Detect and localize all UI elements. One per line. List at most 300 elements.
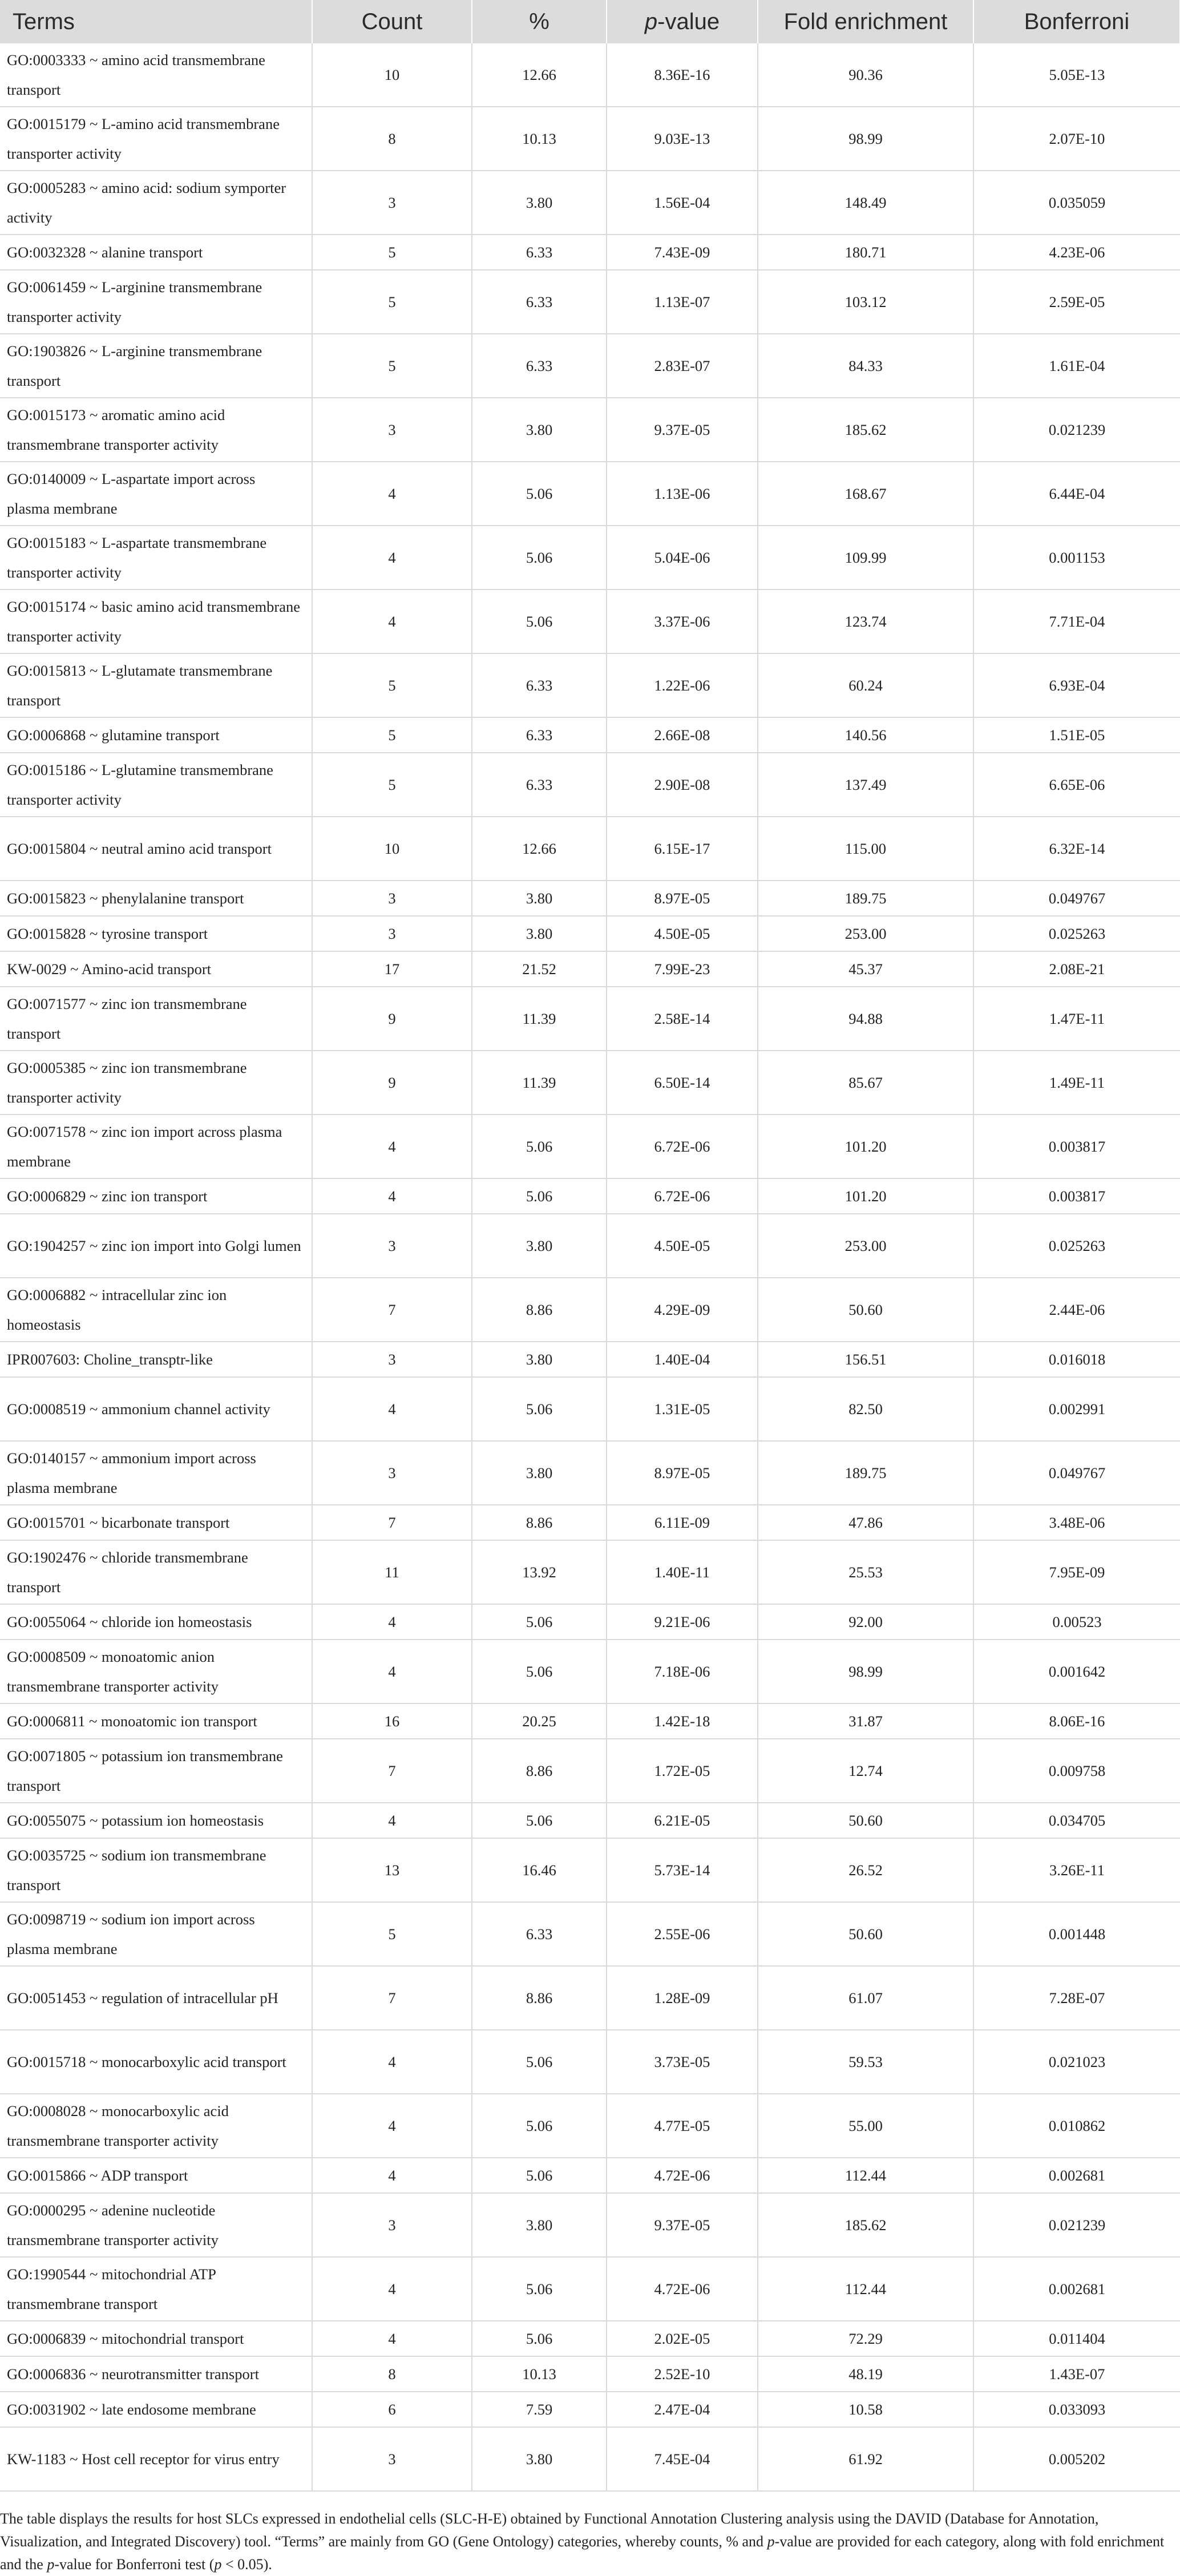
cell-bonferroni: 0.001153 xyxy=(973,526,1180,590)
cell-percent: 10.13 xyxy=(472,2356,607,2392)
cell-fold-enrichment: 180.71 xyxy=(758,235,973,270)
cell-bonferroni: 8.06E-16 xyxy=(973,1703,1180,1739)
cell-count: 3 xyxy=(312,1214,472,1278)
cell-fold-enrichment: 103.12 xyxy=(758,270,973,334)
table-row xyxy=(0,817,1180,881)
cell-percent: 5.06 xyxy=(472,2030,607,2094)
header-count: Count xyxy=(312,0,472,43)
cell-term: GO:0055064 ~ chloride ion homeostasis xyxy=(0,1604,312,1640)
cell-fold-enrichment: 189.75 xyxy=(758,881,973,916)
cell-percent: 3.80 xyxy=(472,1342,607,1377)
cell-percent: 5.06 xyxy=(472,462,607,526)
cell-count: 3 xyxy=(312,2193,472,2257)
cell-pvalue: 2.83E-07 xyxy=(607,334,758,398)
cell-count: 4 xyxy=(312,2257,472,2321)
table-row xyxy=(0,1838,1180,1902)
cell-pvalue: 1.56E-04 xyxy=(607,171,758,235)
table-row xyxy=(0,1803,1180,1838)
table-row xyxy=(0,1739,1180,1803)
cell-count: 4 xyxy=(312,2094,472,2158)
cell-term: GO:0071805 ~ potassium ion transmembrane transport xyxy=(0,1739,312,1803)
cell-term: GO:0035725 ~ sodium ion transmembrane transport xyxy=(0,1838,312,1902)
cell-percent: 5.06 xyxy=(472,1178,607,1214)
cell-fold-enrichment: 48.19 xyxy=(758,2356,973,2392)
cell-count: 10 xyxy=(312,817,472,881)
cell-pvalue: 1.31E-05 xyxy=(607,1377,758,1441)
cell-bonferroni: 2.08E-21 xyxy=(973,951,1180,987)
cell-bonferroni: 0.025263 xyxy=(973,1214,1180,1278)
cell-pvalue: 1.40E-11 xyxy=(607,1540,758,1604)
table-row xyxy=(0,235,1180,270)
cell-percent: 8.86 xyxy=(472,1966,607,2030)
cell-fold-enrichment: 84.33 xyxy=(758,334,973,398)
footnote-p-1: p xyxy=(767,2533,775,2550)
cell-term: GO:0006882 ~ intracellular zinc ion homeostasis xyxy=(0,1278,312,1342)
cell-term: GO:0015828 ~ tyrosine transport xyxy=(0,916,312,951)
cell-fold-enrichment: 25.53 xyxy=(758,1540,973,1604)
cell-bonferroni: 0.021023 xyxy=(973,2030,1180,2094)
cell-pvalue: 6.72E-06 xyxy=(607,1115,758,1178)
cell-fold-enrichment: 148.49 xyxy=(758,171,973,235)
cell-pvalue: 2.47E-04 xyxy=(607,2392,758,2427)
cell-fold-enrichment: 109.99 xyxy=(758,526,973,590)
table-row xyxy=(0,951,1180,987)
cell-percent: 5.06 xyxy=(472,1803,607,1838)
cell-count: 4 xyxy=(312,526,472,590)
cell-pvalue: 2.55E-06 xyxy=(607,1902,758,1966)
cell-count: 4 xyxy=(312,1178,472,1214)
cell-percent: 8.86 xyxy=(472,1739,607,1803)
cell-count: 7 xyxy=(312,1505,472,1540)
cell-bonferroni: 0.009758 xyxy=(973,1739,1180,1803)
cell-bonferroni: 0.001448 xyxy=(973,1902,1180,1966)
cell-percent: 5.06 xyxy=(472,2158,607,2193)
table-row xyxy=(0,916,1180,951)
cell-count: 4 xyxy=(312,462,472,526)
table-row xyxy=(0,2193,1180,2257)
cell-bonferroni: 0.002681 xyxy=(973,2257,1180,2321)
cell-count: 4 xyxy=(312,1115,472,1178)
cell-fold-enrichment: 90.36 xyxy=(758,43,973,107)
cell-percent: 16.46 xyxy=(472,1838,607,1902)
cell-bonferroni: 6.44E-04 xyxy=(973,462,1180,526)
table-row xyxy=(0,1966,1180,2030)
cell-fold-enrichment: 61.07 xyxy=(758,1966,973,2030)
cell-count: 5 xyxy=(312,1902,472,1966)
table-row xyxy=(0,2392,1180,2427)
table-row xyxy=(0,1051,1180,1115)
header-pvalue xyxy=(607,0,758,43)
cell-bonferroni: 0.033093 xyxy=(973,2392,1180,2427)
cell-count: 3 xyxy=(312,398,472,462)
cell-percent: 3.80 xyxy=(472,1441,607,1505)
cell-pvalue: 7.99E-23 xyxy=(607,951,758,987)
cell-fold-enrichment: 253.00 xyxy=(758,916,973,951)
cell-pvalue: 3.73E-05 xyxy=(607,2030,758,2094)
table-row xyxy=(0,334,1180,398)
cell-bonferroni: 0.025263 xyxy=(973,916,1180,951)
cell-bonferroni: 7.95E-09 xyxy=(973,1540,1180,1604)
cell-fold-enrichment: 31.87 xyxy=(758,1703,973,1739)
cell-count: 7 xyxy=(312,1966,472,2030)
cell-count: 9 xyxy=(312,1051,472,1115)
cell-fold-enrichment: 112.44 xyxy=(758,2257,973,2321)
cell-count: 10 xyxy=(312,43,472,107)
cell-fold-enrichment: 168.67 xyxy=(758,462,973,526)
cell-term: GO:0008028 ~ monocarboxylic acid transmembrane transporter activity xyxy=(0,2094,312,2158)
cell-pvalue: 2.90E-08 xyxy=(607,753,758,817)
cell-bonferroni: 3.48E-06 xyxy=(973,1505,1180,1540)
cell-count: 4 xyxy=(312,1640,472,1703)
cell-bonferroni: 0.010862 xyxy=(973,2094,1180,2158)
cell-bonferroni: 0.001642 xyxy=(973,1640,1180,1703)
cell-percent: 6.33 xyxy=(472,270,607,334)
cell-bonferroni: 4.23E-06 xyxy=(973,235,1180,270)
cell-percent: 12.66 xyxy=(472,43,607,107)
cell-term: GO:0008519 ~ ammonium channel activity xyxy=(0,1377,312,1441)
cell-term: GO:0071577 ~ zinc ion transmembrane transport xyxy=(0,987,312,1051)
cell-term: GO:0005385 ~ zinc ion transmembrane transporter activity xyxy=(0,1051,312,1115)
cell-count: 4 xyxy=(312,2321,472,2356)
cell-count: 4 xyxy=(312,2030,472,2094)
footnote-text-2: -value are provided for each category, along with fold enrichment and the xyxy=(0,2533,1165,2573)
cell-bonferroni: 0.00523 xyxy=(973,1604,1180,1640)
cell-term: GO:0015804 ~ neutral amino acid transport xyxy=(0,817,312,881)
cell-percent: 5.06 xyxy=(472,1377,607,1441)
cell-pvalue: 1.42E-18 xyxy=(607,1703,758,1739)
cell-count: 3 xyxy=(312,1342,472,1377)
cell-count: 11 xyxy=(312,1540,472,1604)
cell-percent: 3.80 xyxy=(472,1214,607,1278)
cell-percent: 11.39 xyxy=(472,1051,607,1115)
cell-pvalue: 1.13E-07 xyxy=(607,270,758,334)
table-row xyxy=(0,753,1180,817)
cell-count: 5 xyxy=(312,334,472,398)
cell-fold-enrichment: 115.00 xyxy=(758,817,973,881)
header-pvalue-rest: -value xyxy=(657,9,720,34)
cell-pvalue: 1.13E-06 xyxy=(607,462,758,526)
cell-term: GO:0006839 ~ mitochondrial transport xyxy=(0,2321,312,2356)
cell-fold-enrichment: 82.50 xyxy=(758,1377,973,1441)
cell-fold-enrichment: 185.62 xyxy=(758,398,973,462)
cell-count: 6 xyxy=(312,2392,472,2427)
cell-percent: 6.33 xyxy=(472,717,607,753)
table-row xyxy=(0,462,1180,526)
footnote-text-1: The table displays the results for host SLCs expressed in endothelial cells (SLC-H-E) obtained by Functional Annotation Clustering analysis using the DAVID (Database for Annotation, Visualization, and Integrated Discovery) tool. “Terms” are mainly from GO (Gene Ontology) categories, whereby counts, % and xyxy=(0,2510,1099,2550)
table-row xyxy=(0,1604,1180,1640)
cell-fold-enrichment: 12.74 xyxy=(758,1739,973,1803)
cell-percent: 6.33 xyxy=(472,1902,607,1966)
cell-term: GO:0071578 ~ zinc ion import across plasma membrane xyxy=(0,1115,312,1178)
cell-count: 4 xyxy=(312,2158,472,2193)
cell-percent: 13.92 xyxy=(472,1540,607,1604)
table-row xyxy=(0,987,1180,1051)
table-row xyxy=(0,398,1180,462)
cell-fold-enrichment: 98.99 xyxy=(758,1640,973,1703)
table-row xyxy=(0,2257,1180,2321)
cell-pvalue: 6.50E-14 xyxy=(607,1051,758,1115)
cell-percent: 6.33 xyxy=(472,653,607,717)
cell-term: GO:1903826 ~ L-arginine transmembrane transport xyxy=(0,334,312,398)
cell-bonferroni: 2.44E-06 xyxy=(973,1278,1180,1342)
cell-count: 3 xyxy=(312,171,472,235)
cell-count: 5 xyxy=(312,717,472,753)
cell-count: 8 xyxy=(312,2356,472,2392)
footnote-text-4: < 0.05). xyxy=(221,2556,272,2573)
table-row xyxy=(0,1902,1180,1966)
cell-fold-enrichment: 10.58 xyxy=(758,2392,973,2427)
cell-pvalue: 1.40E-04 xyxy=(607,1342,758,1377)
cell-count: 4 xyxy=(312,1803,472,1838)
cell-percent: 6.33 xyxy=(472,334,607,398)
cell-term: GO:0098719 ~ sodium ion import across plasma membrane xyxy=(0,1902,312,1966)
cell-pvalue: 4.50E-05 xyxy=(607,1214,758,1278)
cell-fold-enrichment: 101.20 xyxy=(758,1178,973,1214)
cell-term: GO:0015183 ~ L-aspartate transmembrane transporter activity xyxy=(0,526,312,590)
cell-percent: 5.06 xyxy=(472,590,607,653)
cell-count: 5 xyxy=(312,653,472,717)
cell-percent: 3.80 xyxy=(472,881,607,916)
cell-pvalue: 6.15E-17 xyxy=(607,817,758,881)
table-row xyxy=(0,590,1180,653)
cell-fold-enrichment: 61.92 xyxy=(758,2427,973,2491)
table-row xyxy=(0,526,1180,590)
cell-fold-enrichment: 26.52 xyxy=(758,1838,973,1902)
cell-bonferroni: 1.47E-11 xyxy=(973,987,1180,1051)
cell-percent: 3.80 xyxy=(472,171,607,235)
table-body xyxy=(0,43,1180,2491)
cell-pvalue: 1.28E-09 xyxy=(607,1966,758,2030)
cell-pvalue: 4.29E-09 xyxy=(607,1278,758,1342)
cell-count: 5 xyxy=(312,270,472,334)
cell-count: 3 xyxy=(312,916,472,951)
cell-pvalue: 9.03E-13 xyxy=(607,107,758,171)
cell-fold-enrichment: 50.60 xyxy=(758,1902,973,1966)
cell-pvalue: 2.02E-05 xyxy=(607,2321,758,2356)
cell-pvalue: 4.77E-05 xyxy=(607,2094,758,2158)
cell-term: GO:1904257 ~ zinc ion import into Golgi lumen xyxy=(0,1214,312,1278)
cell-pvalue: 7.43E-09 xyxy=(607,235,758,270)
cell-count: 7 xyxy=(312,1739,472,1803)
cell-bonferroni: 0.002991 xyxy=(973,1377,1180,1441)
cell-fold-enrichment: 253.00 xyxy=(758,1214,973,1278)
table-row xyxy=(0,2321,1180,2356)
cell-term: GO:0015866 ~ ADP transport xyxy=(0,2158,312,2193)
cell-term: GO:0015174 ~ basic amino acid transmembrane transporter activity xyxy=(0,590,312,653)
header-pvalue-p: p xyxy=(644,9,658,34)
cell-pvalue: 7.18E-06 xyxy=(607,1640,758,1703)
cell-percent: 6.33 xyxy=(472,753,607,817)
cell-percent: 21.52 xyxy=(472,951,607,987)
cell-count: 3 xyxy=(312,2427,472,2491)
cell-term: GO:0003333 ~ amino acid transmembrane transport xyxy=(0,43,312,107)
cell-count: 5 xyxy=(312,235,472,270)
cell-term: GO:0015186 ~ L-glutamine transmembrane transporter activity xyxy=(0,753,312,817)
cell-term: GO:0015813 ~ L-glutamate transmembrane transport xyxy=(0,653,312,717)
cell-bonferroni: 2.07E-10 xyxy=(973,107,1180,171)
cell-term: KW-0029 ~ Amino-acid transport xyxy=(0,951,312,987)
cell-bonferroni: 0.021239 xyxy=(973,398,1180,462)
table-row xyxy=(0,171,1180,235)
cell-bonferroni: 1.49E-11 xyxy=(973,1051,1180,1115)
cell-fold-enrichment: 98.99 xyxy=(758,107,973,171)
cell-bonferroni: 0.049767 xyxy=(973,881,1180,916)
cell-pvalue: 2.58E-14 xyxy=(607,987,758,1051)
table-row xyxy=(0,2356,1180,2392)
cell-term: GO:0015701 ~ bicarbonate transport xyxy=(0,1505,312,1540)
table-row xyxy=(0,1441,1180,1505)
cell-count: 7 xyxy=(312,1278,472,1342)
cell-term: GO:0000295 ~ adenine nucleotide transmembrane transporter activity xyxy=(0,2193,312,2257)
cell-count: 4 xyxy=(312,1604,472,1640)
cell-fold-enrichment: 85.67 xyxy=(758,1051,973,1115)
cell-fold-enrichment: 185.62 xyxy=(758,2193,973,2257)
table-row xyxy=(0,2094,1180,2158)
cell-term: GO:0032328 ~ alanine transport xyxy=(0,235,312,270)
cell-fold-enrichment: 189.75 xyxy=(758,1441,973,1505)
cell-term: GO:0055075 ~ potassium ion homeostasis xyxy=(0,1803,312,1838)
cell-pvalue: 5.73E-14 xyxy=(607,1838,758,1902)
cell-percent: 5.06 xyxy=(472,2094,607,2158)
cell-count: 4 xyxy=(312,1377,472,1441)
cell-bonferroni: 6.65E-06 xyxy=(973,753,1180,817)
cell-pvalue: 6.72E-06 xyxy=(607,1178,758,1214)
cell-percent: 20.25 xyxy=(472,1703,607,1739)
cell-pvalue: 9.21E-06 xyxy=(607,1604,758,1640)
cell-bonferroni: 0.002681 xyxy=(973,2158,1180,2193)
cell-bonferroni: 0.049767 xyxy=(973,1441,1180,1505)
cell-bonferroni: 0.003817 xyxy=(973,1178,1180,1214)
cell-bonferroni: 7.28E-07 xyxy=(973,1966,1180,2030)
cell-bonferroni: 5.05E-13 xyxy=(973,43,1180,107)
cell-term: IPR007603: Choline_transptr-like xyxy=(0,1342,312,1377)
table-row xyxy=(0,2427,1180,2491)
cell-term: GO:0051453 ~ regulation of intracellular pH xyxy=(0,1966,312,2030)
table-row xyxy=(0,717,1180,753)
table-row xyxy=(0,881,1180,916)
cell-bonferroni: 6.93E-04 xyxy=(973,653,1180,717)
cell-fold-enrichment: 72.29 xyxy=(758,2321,973,2356)
cell-term: GO:0005283 ~ amino acid: sodium symporter activity xyxy=(0,171,312,235)
table-row xyxy=(0,1178,1180,1214)
cell-bonferroni: 1.51E-05 xyxy=(973,717,1180,753)
cell-bonferroni: 1.43E-07 xyxy=(973,2356,1180,2392)
table-footnote xyxy=(0,2508,1170,2576)
footnote-p-2: p xyxy=(47,2556,55,2573)
cell-bonferroni: 0.035059 xyxy=(973,171,1180,235)
cell-bonferroni: 0.034705 xyxy=(973,1803,1180,1838)
cell-count: 8 xyxy=(312,107,472,171)
cell-fold-enrichment: 50.60 xyxy=(758,1278,973,1342)
cell-pvalue: 4.72E-06 xyxy=(607,2158,758,2193)
cell-pvalue: 6.21E-05 xyxy=(607,1803,758,1838)
cell-fold-enrichment: 60.24 xyxy=(758,653,973,717)
cell-bonferroni: 6.32E-14 xyxy=(973,817,1180,881)
table-row xyxy=(0,2158,1180,2193)
cell-term: GO:0006829 ~ zinc ion transport xyxy=(0,1178,312,1214)
cell-term: GO:0015823 ~ phenylalanine transport xyxy=(0,881,312,916)
table-row xyxy=(0,1214,1180,1278)
cell-percent: 5.06 xyxy=(472,1115,607,1178)
cell-bonferroni: 0.003817 xyxy=(973,1115,1180,1178)
cell-pvalue: 8.97E-05 xyxy=(607,1441,758,1505)
cell-percent: 3.80 xyxy=(472,398,607,462)
cell-term: GO:0140009 ~ L-aspartate import across plasma membrane xyxy=(0,462,312,526)
cell-pvalue: 8.36E-16 xyxy=(607,43,758,107)
cell-percent: 5.06 xyxy=(472,2257,607,2321)
cell-term: GO:0140157 ~ ammonium import across plasma membrane xyxy=(0,1441,312,1505)
cell-count: 9 xyxy=(312,987,472,1051)
cell-pvalue: 2.66E-08 xyxy=(607,717,758,753)
cell-fold-enrichment: 156.51 xyxy=(758,1342,973,1377)
table-header xyxy=(0,0,1180,43)
cell-count: 13 xyxy=(312,1838,472,1902)
cell-term: GO:0031902 ~ late endosome membrane xyxy=(0,2392,312,2427)
cell-count: 3 xyxy=(312,881,472,916)
table-row xyxy=(0,1540,1180,1604)
cell-bonferroni: 7.71E-04 xyxy=(973,590,1180,653)
footnote-p-3: p xyxy=(214,2556,222,2573)
cell-fold-enrichment: 123.74 xyxy=(758,590,973,653)
cell-term: KW-1183 ~ Host cell receptor for virus entry xyxy=(0,2427,312,2491)
cell-term: GO:1990544 ~ mitochondrial ATP transmembrane transport xyxy=(0,2257,312,2321)
cell-count: 16 xyxy=(312,1703,472,1739)
cell-fold-enrichment: 112.44 xyxy=(758,2158,973,2193)
cell-bonferroni: 0.005202 xyxy=(973,2427,1180,2491)
cell-count: 3 xyxy=(312,1441,472,1505)
cell-term: GO:0015179 ~ L-amino acid transmembrane transporter activity xyxy=(0,107,312,171)
cell-count: 17 xyxy=(312,951,472,987)
cell-pvalue: 4.72E-06 xyxy=(607,2257,758,2321)
cell-bonferroni: 1.61E-04 xyxy=(973,334,1180,398)
cell-pvalue: 3.37E-06 xyxy=(607,590,758,653)
cell-term: GO:0015718 ~ monocarboxylic acid transport xyxy=(0,2030,312,2094)
cell-percent: 6.33 xyxy=(472,235,607,270)
cell-percent: 5.06 xyxy=(472,1604,607,1640)
cell-fold-enrichment: 140.56 xyxy=(758,717,973,753)
cell-term: GO:0008509 ~ monoatomic anion transmembrane transporter activity xyxy=(0,1640,312,1703)
cell-pvalue: 9.37E-05 xyxy=(607,2193,758,2257)
cell-percent: 8.86 xyxy=(472,1505,607,1540)
cell-pvalue: 9.37E-05 xyxy=(607,398,758,462)
cell-bonferroni: 0.011404 xyxy=(973,2321,1180,2356)
cell-fold-enrichment: 50.60 xyxy=(758,1803,973,1838)
cell-fold-enrichment: 47.86 xyxy=(758,1505,973,1540)
cell-bonferroni: 2.59E-05 xyxy=(973,270,1180,334)
table-row xyxy=(0,653,1180,717)
cell-percent: 11.39 xyxy=(472,987,607,1051)
table-row xyxy=(0,107,1180,171)
cell-bonferroni: 0.016018 xyxy=(973,1342,1180,1377)
cell-fold-enrichment: 92.00 xyxy=(758,1604,973,1640)
table-row xyxy=(0,1115,1180,1178)
cell-percent: 7.59 xyxy=(472,2392,607,2427)
cell-term: GO:0006811 ~ monoatomic ion transport xyxy=(0,1703,312,1739)
cell-percent: 5.06 xyxy=(472,1640,607,1703)
cell-percent: 5.06 xyxy=(472,2321,607,2356)
header-bonferroni: Bonferroni xyxy=(973,0,1180,43)
cell-pvalue: 6.11E-09 xyxy=(607,1505,758,1540)
header-percent: % xyxy=(472,0,607,43)
cell-percent: 3.80 xyxy=(472,2193,607,2257)
table-row xyxy=(0,270,1180,334)
cell-pvalue: 2.52E-10 xyxy=(607,2356,758,2392)
cell-term: GO:0006836 ~ neurotransmitter transport xyxy=(0,2356,312,2392)
cell-fold-enrichment: 59.53 xyxy=(758,2030,973,2094)
table-row xyxy=(0,1703,1180,1739)
cell-count: 5 xyxy=(312,753,472,817)
cell-fold-enrichment: 101.20 xyxy=(758,1115,973,1178)
